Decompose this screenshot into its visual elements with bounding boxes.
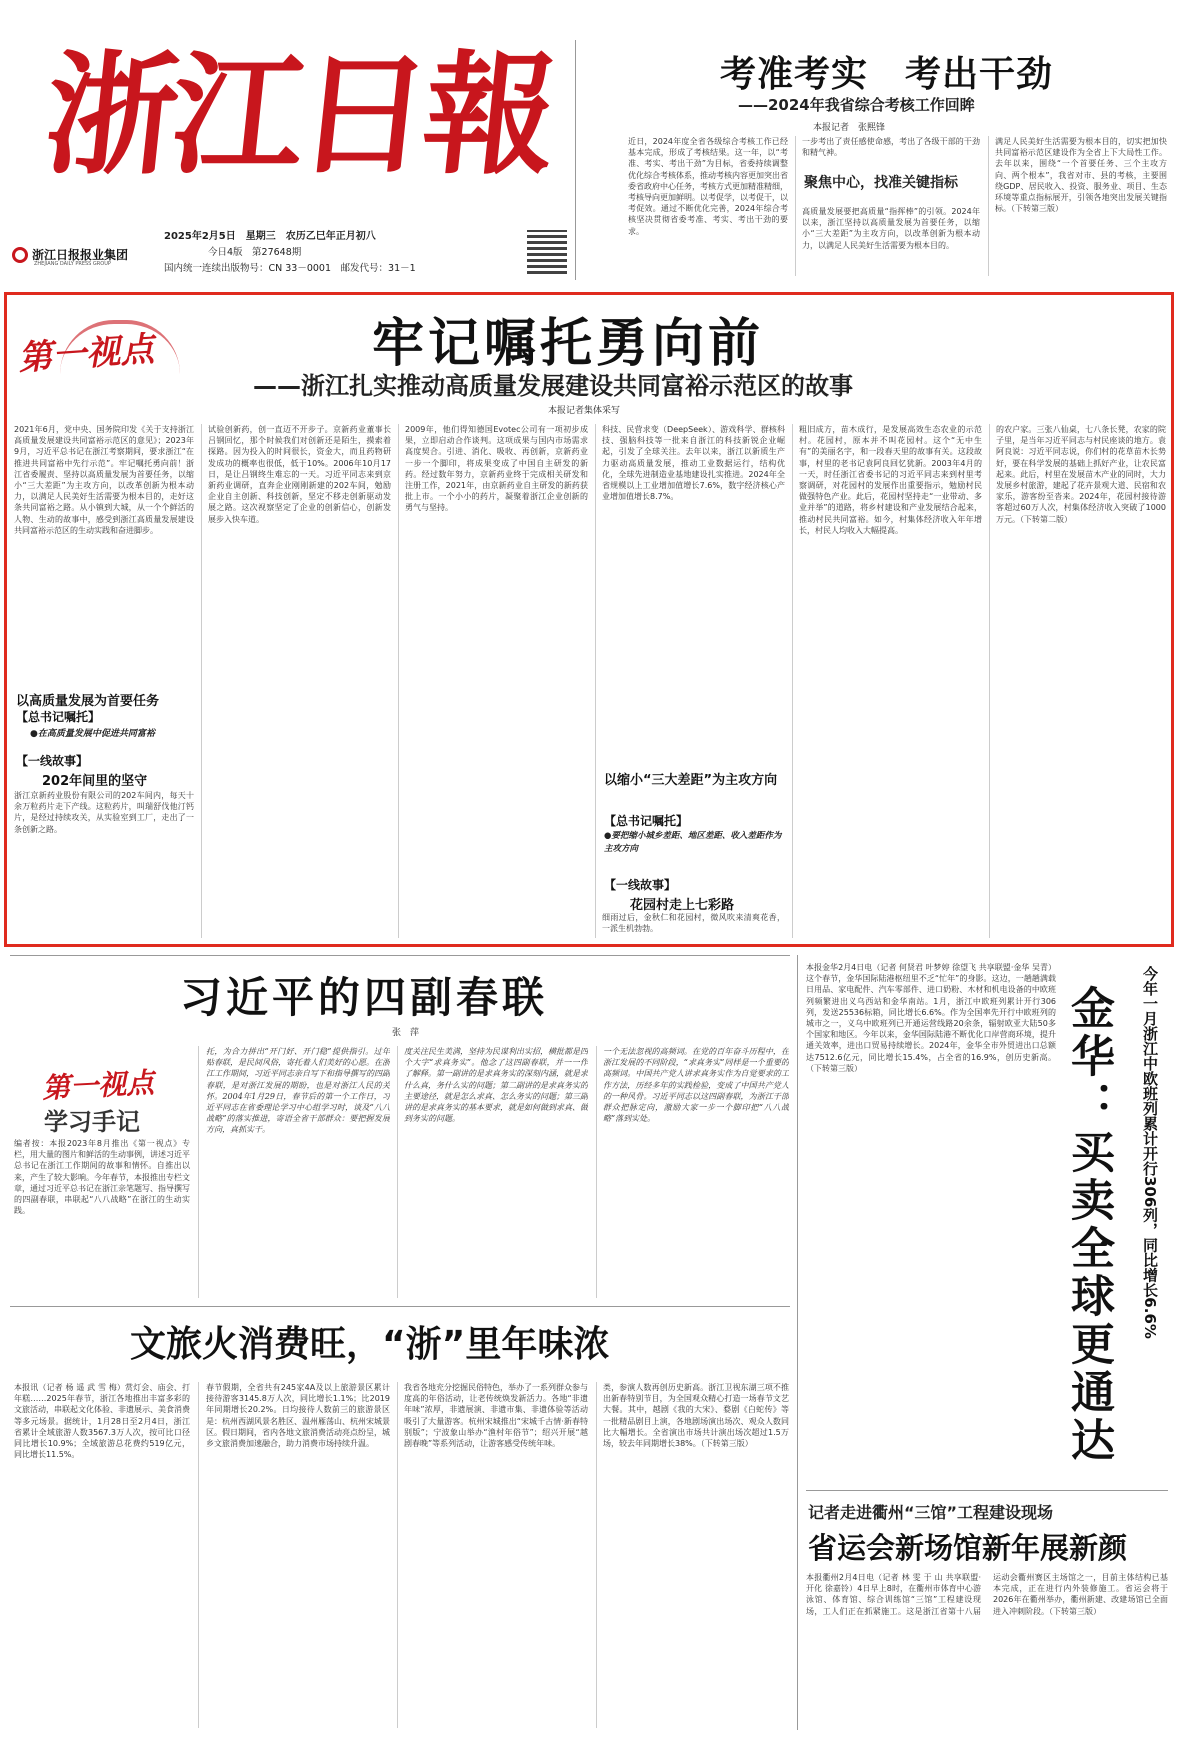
right-col-headline: 金华：买卖全球更通达: [1063, 985, 1114, 1465]
section1-col4-head: 以缩小“三大差距”为主攻方向: [604, 773, 778, 788]
top-story-byline: 本报记者 张熙锋: [813, 123, 886, 133]
section2-label: 学习手记: [44, 1108, 140, 1136]
section1-col4-story: 细雨过后，金秋仁和花园村，微风吹来清爽花香，一派生机勃勃。: [602, 913, 785, 934]
section3-col3: 我省各地充分挖掘民俗特色，举办了一系列群众参与度高的年俗活动，让老传统焕发新活力。各地“非遗年味”浓厚，非遗展演、非遗市集、非遗体验等活动吸引了大量游客。杭州宋城推出“宋城千古情·新春特别版”；宁波象山举办“渔村年俗节”；绍兴开展“越剧春晚”等系列活动，让游客感受传统年味。: [404, 1383, 588, 1449]
section1-subheadline: ——浙江扎实推动高质量发展建设共同富裕示范区的故事: [253, 372, 853, 400]
section2-ribbon: 第一视点: [41, 1066, 155, 1105]
section1-col3: 2009年，他们得知德国Evotec公司有一项初步成果，立即启动合作谈判。这项成果与国内市场需求高度契合。引进、消化、吸收、再创新，京新药业一步一个脚印，将成果变成了中国自主研发的新药。经过数年努力，京新药业终于完成相关研发和注册工作，2021年，由京新药业自主研发的新药获批上市。一个小小的药片，凝聚着浙江企业创新的勇气与坚持。: [405, 425, 588, 513]
qr-code: [527, 230, 567, 274]
right-col-section-body: 本报衢州2月4日电（记者 林 雯 于 山 共享联盟·开化 徐嘉铃）4日早上8时，在衢州市体育中心游泳馆、体育馆、综合训练馆“三馆”工程建设现场，工人们正在抓紧施工。这是浙江省第十八届运动会衢州赛区主场馆之一，目前主体结构已基本完成，正在进行内外装修施工。省运会将于2026年在衢州举办，衢州新建、改建场馆已全面进入冲刺阶段。（下转第三版）: [806, 1573, 1168, 1616]
right-col-body: 本报金华2月4日电（记者 何贤君 叶梦婷 徐望飞 共享联盟·金华 吴青）这个春节，金华国际陆港枢纽里不乏“忙年”的身影。这边，一趟趟满载日用品、家电配件、汽车零部件、进口奶粉、木材和机电设备的中欧班列频繁进出义乌西站和金华南站。1月，浙江中欧班列累计开行306列，发送25536标箱，同比增长6.6%。作为全国率先开行中欧班列的城市之一，义乌中欧班列已开通运营线路20余条，辐射欧亚大陆50多个国家和地区。今年以来，金华国际陆港不断优化口岸营商环境，提升通关效率，进出口贸易持续增长。2024年，金华全市外贸进出口总额达7512.6亿元，同比增长15.4%，占全省的16.9%，创历史新高。（下转第三版）: [806, 963, 1056, 1073]
section1-col4-head2: 花园村走上七彩路: [630, 898, 735, 913]
section1-col1-story: 浙江京新药业股份有限公司的202车间内，每天十余万粒药片走下产线。这粒药片，叫瑞舒伐他汀钙片，是经过持续攻关，从实验室到工厂，走出了一条创新之路。: [14, 791, 194, 834]
section1-col4-tag2: 【一线故事】: [604, 878, 677, 892]
right-col-kicker: 今年一月浙江中欧班列累计开行306列，同比增长6.6%: [1141, 966, 1159, 1339]
section1-col1-quote: ●在高质量发展中促进共同富裕: [30, 729, 155, 739]
section1-col4-tag: 【总书记嘱托】: [604, 814, 689, 828]
section2-col1: 编者按：本报2023年8月推出《第一视点》专栏，用大量的图片和鲜活的生动事例，讲述习近平总书记在浙江工作期间的故事和情怀。自推出以来，产生了较大影响。今年春节，本报推出专栏文章，通过习近平总书记在浙江亲笔题写、指导撰写的四副春联，串联起“八八战略”在浙江的生动实践。: [14, 1139, 190, 1216]
section1-col1-head: 以高质量发展为首要任务: [16, 694, 160, 709]
section2-headline: 习近平的四副春联: [180, 973, 549, 1022]
right-col-section-headline: 省运会新场馆新年展新颜: [808, 1531, 1128, 1565]
section1-col6: 的农户家。三张八仙桌，七八条长凳，农家的院子里，是当年习近平同志与村民座谈的地方。袁阿良说：习近平同志说，你们村的花草苗木长势好，要在科学发展的基础上抓好产业，让农民富起来。此后，村里在发展苗木产业的同时，大力发展乡村旅游，建起了花卉景观大道、民宿和农家乐，游客纷至沓来。2024年，花园村接待游客超过60万人次，村集体经济收入突破了1000万元。（下转第二版）: [996, 425, 1166, 524]
masthead-title: 浙江日報: [37, 38, 559, 193]
section1-col1-head2: 202年间里的坚守: [42, 774, 148, 789]
section1-col4-intro: 科技、民营求变（DeepSeek）、游戏科学、群核科技、强脑科技等一批来自浙江的科技新锐企业崛起，引发了全球关注。去年以来，浙江以新质生产力驱动高质量发展，推动工业数据运行，结构优化，全球先进制造业基地建设扎实推进。2024年全省规模以上工业增加值增长7.6%，数字经济核心产业增加值增长8.7%。: [602, 425, 785, 502]
section1-headline: 牢记嘱托勇向前: [372, 314, 765, 374]
section3-headline: 文旅火消费旺，“浙”里年味浓: [130, 1324, 610, 1365]
section1-col5: 粗旧成方，苗木成行，是发展高效生态农业的示范村。花园村，原本并不叫花园村。这个“无中生有”的美丽名字，和一段春天里的故事有关。这段故事，村里的老书记袁阿良回忆犹新。2003年4月的一天，时任浙江省委书记的习近平同志来到村里考察调研，对花园村的发展作出重要指示，勉励村民做强特色产业。此后，花园村坚持走“一业带动、多业并举”的道路，将乡村建设和产业发展结合起来，推动村民共同富裕。如今，村集体经济收入年年增长，村民人均收入大幅提高。: [799, 425, 982, 535]
section3-col4: 类，参演人数再创历史新高。浙江卫视东湖三项不推出新春特别节目，为全国观众精心打造一场春节文艺大餐。其中，越剧《我的大宋》、婺剧《白蛇传》等一批精品剧目上演，各地剧场演出场次、观众人数同比大幅增长。全省演出市场共计演出场次超过1.5万场，较去年同期增长38%。（下转第三版）: [603, 1383, 789, 1449]
right-col-section-kicker: 记者走进衢州“三馆”工程建设现场: [808, 1503, 1054, 1522]
section1-byline: 本报记者集体采写: [548, 406, 621, 416]
publisher-logo-text: 浙江日报报业集团: [32, 248, 129, 262]
section1-col4-quote: ●要把缩小城乡差距、地区差距、收入差距作为主攻方向: [604, 831, 782, 854]
top-story-col2b: 高质量发展要把高质量“指挥棒”的引领。2024年以来，浙江坚持以高质量发展为首要任务，以缩小“三大差距”为主攻方向，以改革创新为根本动力，以满足人民美好生活需要为根本目的。: [802, 207, 980, 250]
section2-byline: 张 萍: [392, 1028, 420, 1038]
top-story-title: 考准考实 考出干劲: [720, 54, 1054, 95]
issue-date: 2025年2月5日 星期三 农历乙巳年正月初八: [164, 231, 376, 242]
section1-col2: 试验创新药，创一直迈不开步子。京新药业董事长吕钢回忆，那个时候我们对创新还是陌生，摸索着探路。因为投入的时间很长，资金大，而且药物研发成功的概率也很低，低于10%。2006年10月17日，是让吕钢终生难忘的一天。习近平同志来到京新药业调研，直奔企业刚刚新建的202车间，勉励企业自主创新、科技创新，坚定不移走创新驱动发展之路。这次视察坚定了企业的创新信心，创新发展步入快车道。: [208, 425, 391, 524]
section1-col1-tag2: 【一线故事】: [16, 754, 89, 768]
section2-col2: 托，为合力拼出“开门好、开门稳”提供指引。过年贴春联，是民间风俗，寄托着人们美好的心愿。在浙江工作期间，习近平同志亲自写下和指导撰写的四副春联，是对浙江发展的期盼，也是对浙江人民的关怀。2004年1月29日，春节后的第一个工作日，习近平同志在省委理论学习中心组学习时，谈及“八八战略”的落实推进，寄语全省干部群众：要把握发展方向，真抓实干。: [206, 1047, 390, 1135]
top-story-subtitle: ——2024年我省综合考核工作回眸: [738, 96, 975, 114]
publisher-logo-icon: [12, 247, 28, 263]
section3-col1: 本报讯（记者 杨 遥 武 雪 梅）赏灯会、庙会、打年糕……2025年春节，浙江各地推出丰富多彩的文旅活动，串联起文化体验、非遗展示、美食消费等多元场景。据统计，1月28日至2月4日，浙江省累计全域旅游人数3567.3万人次，按可比口径同比增长10.9%；全域旅游总花费约519亿元，同比增长11.5%。: [14, 1383, 190, 1460]
section1-col1-intro: 2021年6月，党中央、国务院印发《关于支持浙江高质量发展建设共同富裕示范区的意见》；2023年9月，习近平总书记在浙江考察期间，要求浙江“在推进共同富裕中先行示范”。牢记嘱托勇向前！浙江省委履责、坚持以高质量发展为首要任务，以缩小“三大差距”为主攻方向，以改革创新为根本动力，以满足人民美好生活需要为根本目的，走好这条共同富裕之路。从小镇到大城，从一个个鲜活的人物、生动的故事中，感受到浙江高质量发展建设共同富裕示范区的生动实践和奋进脚步。: [14, 425, 194, 535]
section2-col4: 一个无法忽视的高频词。在党的百年奋斗历程中，在浙江发展的不同阶段，“求真务实”同样是一个重要的高频词。中国共产党人讲求真务实作为自觉要求的工作方法，历经多年的实践检验，变成了中国共产党人的一种风骨。习近平同志以这四副春联，为浙江干部群众把脉定向，激励大家一步一个脚印把“八八战略”落到实处。: [603, 1047, 789, 1124]
publisher-logo: [12, 244, 162, 274]
top-story-col2a: 一步考出了责任感使命感，考出了各级干部的干劲和精气神。: [802, 137, 980, 158]
issue-edition: 今日4版 第27648期: [208, 247, 302, 258]
top-story-col2-head: 聚焦中心，找准关键指标: [804, 175, 958, 191]
publisher-logo-sub: ZHEJIANG DAILY PRESS GROUP: [34, 261, 111, 267]
section3-col2: 春节假期，全省共有245家4A及以上旅游景区累计接待游客3145.8万人次，同比增长1.1%；比2019年同期增长20.2%。日均接待人数前三的旅游景区是：杭州西湖风景名胜区、温州雁荡山、杭州宋城景区。假日期间，省内各地文旅消费活动亮点纷呈，城乡文旅消费加速融合，助力消费市场持续升温。: [206, 1383, 390, 1449]
top-story-col1: 近日，2024年度全省各级综合考核工作已经基本完成，形成了考核结果。这一年，以“考准、考实、考出干劲”为目标，省委持续调整优化综合考核体系，推动考核内容更加突出省委省政府中心任务，考核方式更加精准精细，考核导向更加鲜明。以考促学，以考促干，以考促效。通过不断优化完善，2024年综合考核坚决贯彻省委考准、考实、考出干劲的要求。: [628, 137, 788, 236]
section2-col3: 度关注民生美满，坚持为民谋利出实招，横批都是四个大字“求真务实”。他念了这四副春联，并一一作了解释。第一副讲的是求真务实的深刻内涵，就是求什么真，务什么实的问题；第二副讲的是求真务实的主要途径，就是怎么求真、怎么务实的问题；第三副讲的是求真务实的基本要求，就是如何做到求真、做到务实的问题。: [404, 1047, 588, 1124]
section1-ribbon: 第一视点: [17, 329, 156, 379]
top-story-col3: 满足人民美好生活需要为根本目的，切实把加快共同富裕示范区建设作为全省上下大局性工作。去年以来，围绕“一个首要任务、三个主攻方向、两个根本”，我省对市、县的考核，主要围绕GDP、居民收入、投资、服务业、项目、生态环境等重点指标展开，引领各地突出发展关键指标。（下转第三版）: [995, 137, 1167, 214]
section1-col1-tag: 【总书记嘱托】: [16, 710, 101, 724]
issue-cn: 国内统一连续出版物号：CN 33－0001 邮发代号：31－1: [164, 263, 416, 274]
